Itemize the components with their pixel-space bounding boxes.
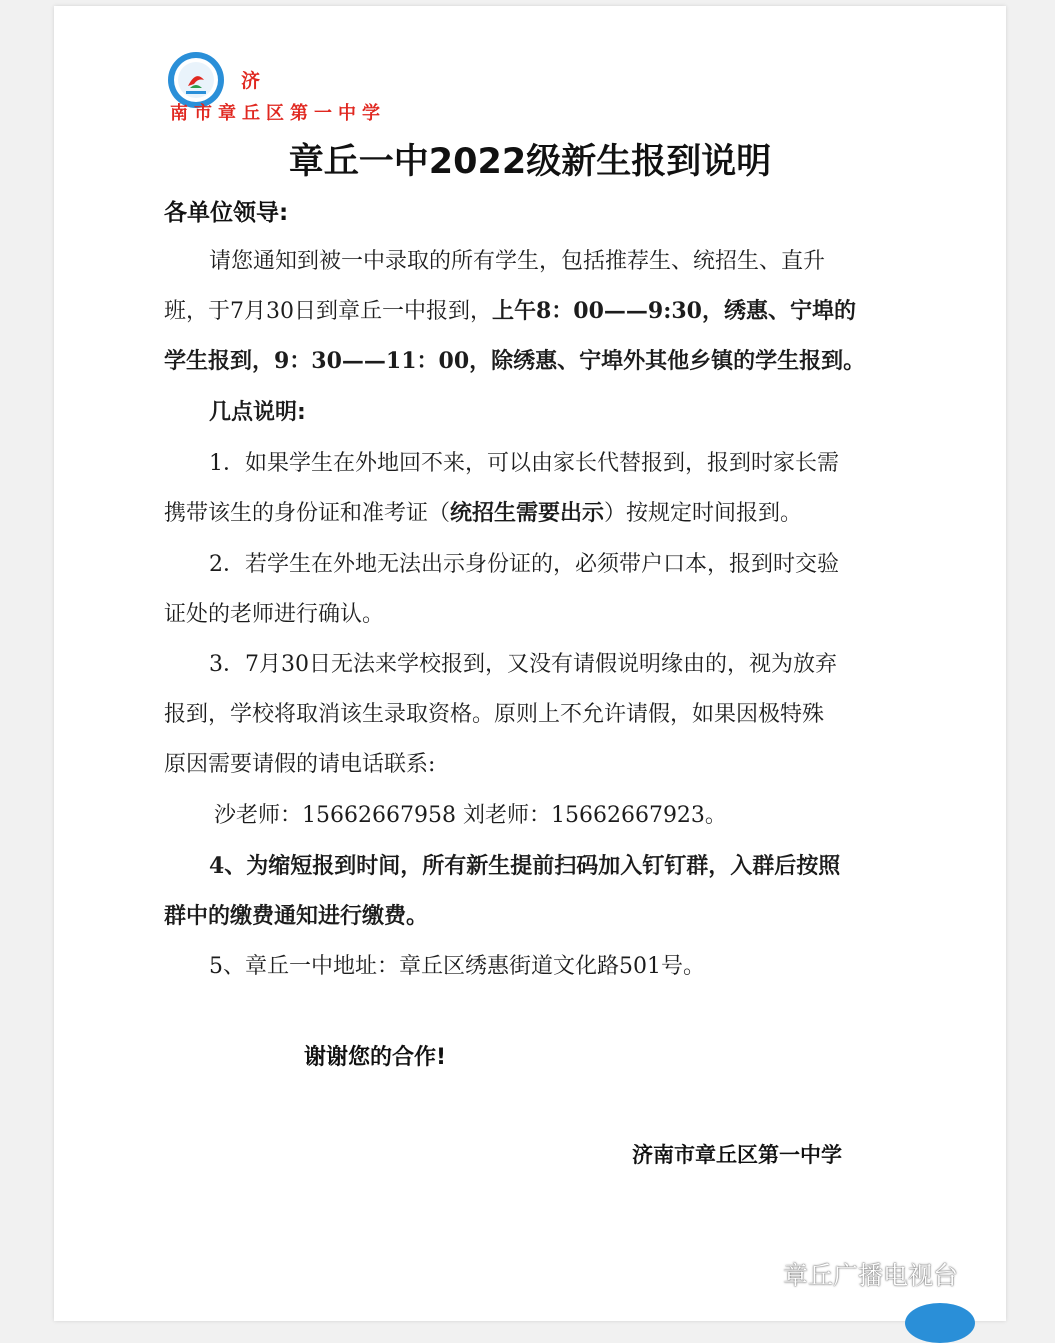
item4-line2: 群中的缴费通知进行缴费。 [164,903,429,929]
document-page [54,6,1006,1321]
item4-line1: 4、为缩短报到时间，所有新生提前扫码加入钉钉群，入群后按照 [209,853,841,879]
para1-line2-normal: 班，于7月30日到章丘一中报到， [164,299,492,324]
signature: 济南市章丘区第一中学 [632,1143,842,1167]
item3-line3: 原因需要请假的请电话联系: [164,752,436,777]
corner-badge [905,1303,975,1343]
item3-line2: 报到，学校将取消该生录取资格。原则上不允许请假，如果因极特殊 [164,702,825,727]
para1-line2-bold: 上午8：00——9:30，绣惠、宁埠的 [492,298,856,324]
para1-line3: 学生报到，9：30——11：00，除绣惠、宁埠外其他乡镇的学生报到。 [164,348,866,374]
watermark-text: 章丘广播电视台 [783,1261,959,1290]
item3-contacts: 沙老师：15662667958 刘老师：15662667923。 [214,803,727,828]
notes-heading: 几点说明: [209,400,306,425]
item2-line1: 2．若学生在外地无法出示身份证的，必须带户口本，报到时交验 [209,552,839,577]
item5-line1: 5、章丘一中地址：章丘区绣惠街道文化路501号。 [209,954,705,979]
para1-line2 [164,294,856,325]
item1-line2-bold: 统招生需要出示 [450,500,605,526]
item2-line2: 证处的老师进行确认。 [164,602,385,627]
wechat-icon [735,1258,775,1290]
page-title: 章丘一中2022级新生报到说明 [288,142,772,182]
item3-line1: 3．7月30日无法来学校报到，又没有请假说明缘由的，视为放弃 [209,652,837,677]
item1-line2-b: ）按规定时间报到。 [604,501,803,526]
greeting: 各单位领导: [164,200,289,226]
para1-line1: 请您通知到被一中录取的所有学生，包括推荐生、统招生、直升 [209,249,826,274]
school-name-bottom: 南市章丘区第一中学 [170,103,386,124]
item1-line2 [164,496,802,527]
item1-line2-a: 携带该生的身份证和准考证（ [164,501,451,526]
watermark [735,1256,958,1292]
thanks-text: 谢谢您的合作! [304,1045,447,1070]
school-name-top: 济 [241,70,261,92]
item1-line1: 1．如果学生在外地回不来，可以由家长代替报到，报到时家长需 [209,451,839,476]
